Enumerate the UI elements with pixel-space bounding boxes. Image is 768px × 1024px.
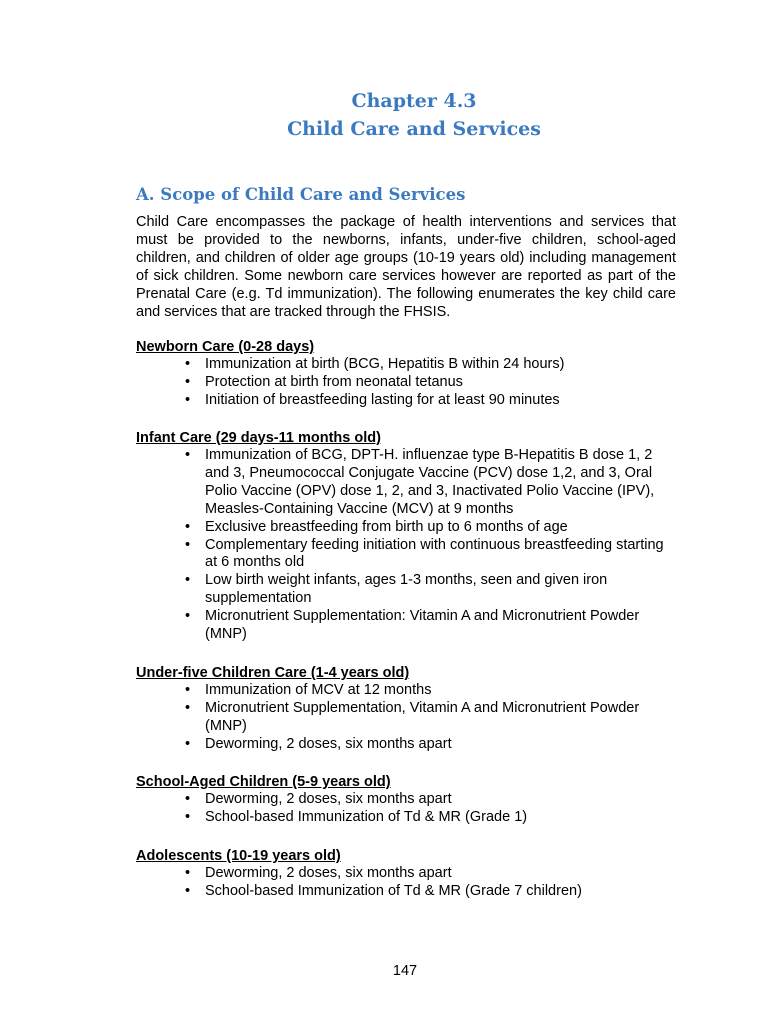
list-item: • Micronutrient Supplementation: Vitamin A and Micronutrient Powder (MNP): [136, 608, 676, 644]
category-title: Infant Care (29 days-11 months old): [136, 430, 381, 446]
category-title: Under-five Children Care (1-4 years old): [136, 665, 410, 681]
category-under-five-care: [136, 664, 676, 754]
list-item: • Protection at birth from neonatal tetanus: [136, 374, 676, 392]
category-newborn-care: [136, 338, 676, 410]
category-adolescents: [136, 847, 676, 901]
list-item: • Micronutrient Supplementation, Vitamin A and Micronutrient Powder (MNP): [136, 700, 676, 736]
bullet-list: [136, 791, 676, 827]
bullet-list: [136, 447, 676, 644]
intro-paragraph: Child Care encompasses the package of health interventions and services that must be provided to the newborns, infants, under-five children, school-aged children, and children of older age groups (10-19 years old) including management of sick children. Some newborn care services however are reported as part of the Prenatal Care (e.g. Td immunization). The following enumerates the key child care and services that are tracked through the FHSIS.: [136, 214, 676, 320]
list-item: • Immunization at birth (BCG, Hepatitis B within 24 hours): [136, 356, 676, 374]
list-item: • Low birth weight infants, ages 1-3 months, seen and given iron supplementation: [136, 572, 676, 608]
list-item: • Deworming, 2 doses, six months apart: [136, 791, 676, 809]
list-item: • School-based Immunization of Td & MR (Grade 7 children): [136, 883, 676, 901]
chapter-title: Child Care and Services: [287, 118, 541, 140]
section-heading: A. Scope of Child Care and Services: [136, 185, 466, 204]
list-item: • Immunization of BCG, DPT-H. influenzae type B-Hepatitis B dose 1, 2 and 3, Pneumococcal Conjugate Vaccine (PCV) dose 1,2, and 3, Oral Polio Vaccine (OPV) dose 1, 2, and 3, Inactivated Polio Vaccine (IPV), Measles-Containing Vaccine (MCV) at 9 months: [136, 447, 676, 519]
category-title: School-Aged Children (5-9 years old): [136, 774, 391, 790]
category-title: Adolescents (10-19 years old): [136, 848, 341, 864]
list-item: • Deworming, 2 doses, six months apart: [136, 865, 676, 883]
category-title: Newborn Care (0-28 days): [136, 339, 315, 355]
bullet-list: [136, 865, 676, 901]
list-item: • Immunization of MCV at 12 months: [136, 682, 676, 700]
bullet-list: [136, 356, 676, 410]
category-school-aged: [136, 773, 676, 827]
list-item: • Deworming, 2 doses, six months apart: [136, 736, 676, 754]
bullet-list: [136, 682, 676, 754]
list-item: • Complementary feeding initiation with continuous breastfeeding starting at 6 months old: [136, 537, 676, 573]
page-number: 147: [392, 963, 418, 979]
category-infant-care: [136, 429, 676, 644]
list-item: • Initiation of breastfeeding lasting for at least 90 minutes: [136, 392, 676, 410]
chapter-number: Chapter 4.3: [351, 90, 477, 112]
list-item: • Exclusive breastfeeding from birth up to 6 months of age: [136, 519, 676, 537]
list-item: • School-based Immunization of Td & MR (Grade 1): [136, 809, 676, 827]
